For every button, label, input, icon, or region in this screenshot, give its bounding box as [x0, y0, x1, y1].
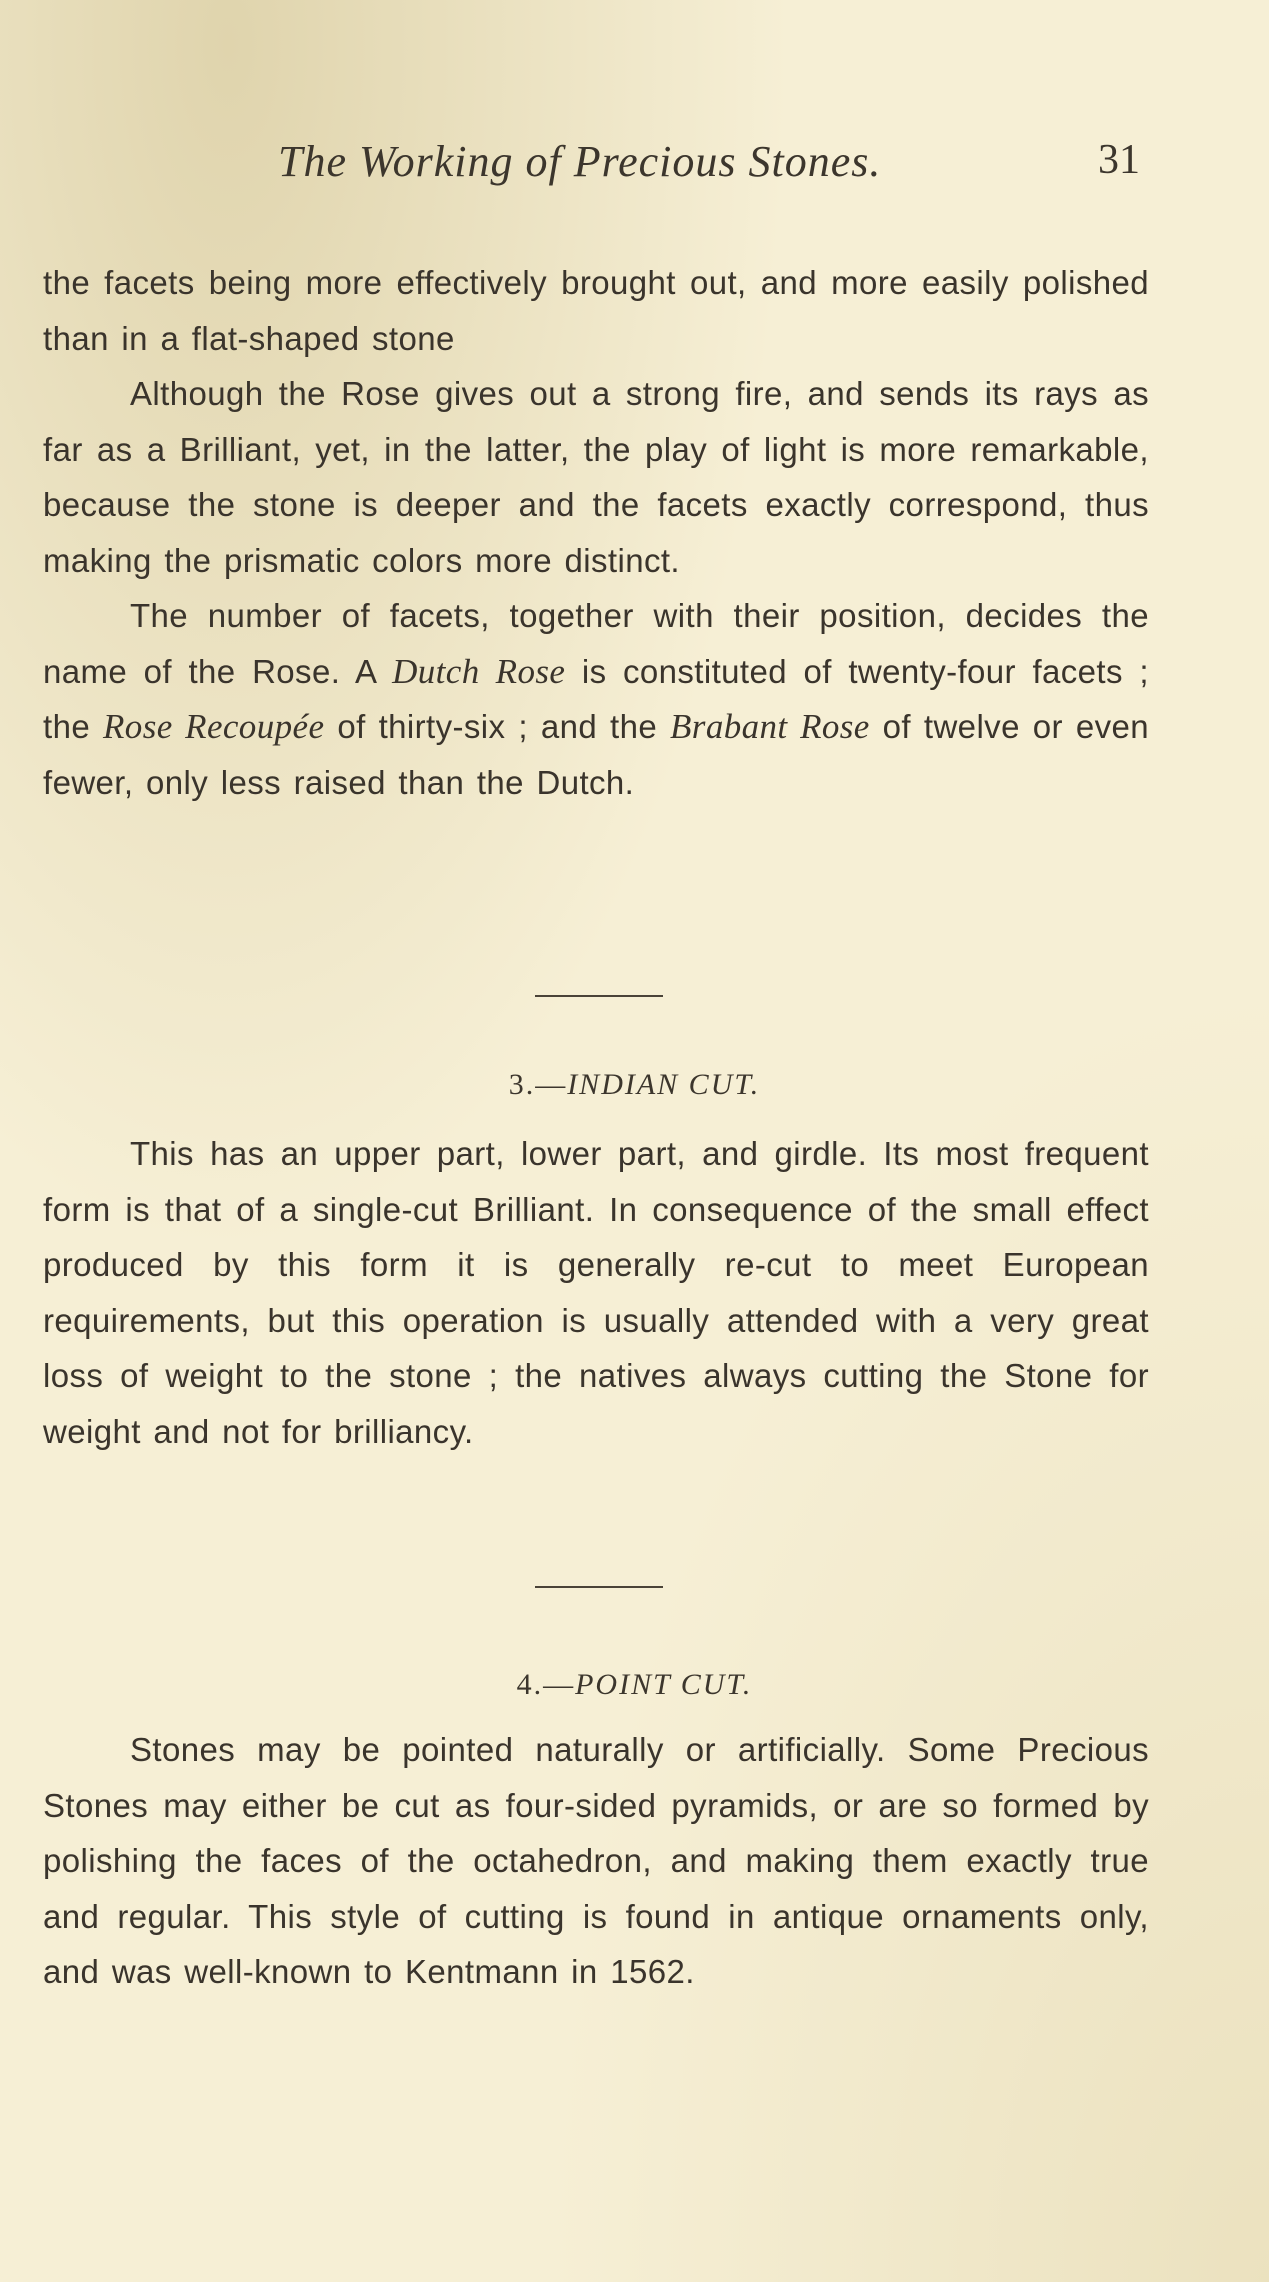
section-number: 4.— — [516, 1668, 576, 1701]
paragraph-continuation: the facets being more effectively brought out, and more easily polished than in a flat-shaped stone — [43, 264, 1149, 357]
section-heading-point-cut — [0, 1668, 1269, 1702]
term-brabant-rose: Brabant Rose — [670, 707, 870, 746]
running-head — [0, 136, 1269, 196]
text-run: of thirty-six ; and the — [324, 708, 671, 745]
section-name: INDIAN CUT. — [567, 1068, 761, 1101]
text-run: The number of facets, together with their position, decides the name of the Rose. A — [43, 597, 1149, 690]
section-number: 3.— — [508, 1068, 568, 1101]
paragraph-rose-fire: Although the Rose gives out a strong fire, and sends its rays as far as a Brilliant, yet, in the latter, the play of light is more remarkable, because the stone is deeper and the facets exactly correspond, thus making the prismatic colors more distinct. — [43, 375, 1149, 579]
text-block-rose — [43, 255, 1149, 810]
text-run: is constituted of twenty-four facets ; the — [43, 652, 1149, 745]
term-rose-recoupee: Rose Recoupée — [103, 707, 325, 746]
paragraph-rose-names — [43, 588, 1149, 810]
text-block-indian-cut — [43, 1126, 1149, 1459]
section-divider — [535, 1586, 663, 1588]
text-block-point-cut — [43, 1722, 1149, 2000]
text-run: of twelve or even fewer, only less raised than the Dutch. — [43, 708, 1149, 801]
section-name: POINT CUT. — [575, 1668, 753, 1701]
paragraph-indian-cut: This has an upper part, lower part, and girdle. Its most frequent form is that of a single-cut Brilliant. In consequence of the small effect produced by this form it is generally re-cut to meet European requirements, but this operation is usually attended with a very great loss of weight to the stone ; the natives always cutting the Stone for weight and not for brilliancy. — [43, 1135, 1149, 1450]
section-heading-indian-cut — [0, 1068, 1269, 1102]
section-divider — [535, 995, 663, 997]
paragraph-point-cut: Stones may be pointed naturally or artificially. Some Precious Stones may either be cut as four-sided pyramids, or are so formed by polishing the faces of the octahedron, and making them exactly true and regular. This style of cutting is found in antique ornaments only, and was well-known to Kentmann in 1562. — [43, 1731, 1149, 1990]
page-number: 31 — [1098, 137, 1140, 183]
running-head-title: The Working of Precious Stones. — [278, 137, 882, 186]
term-dutch-rose: Dutch Rose — [392, 651, 566, 691]
